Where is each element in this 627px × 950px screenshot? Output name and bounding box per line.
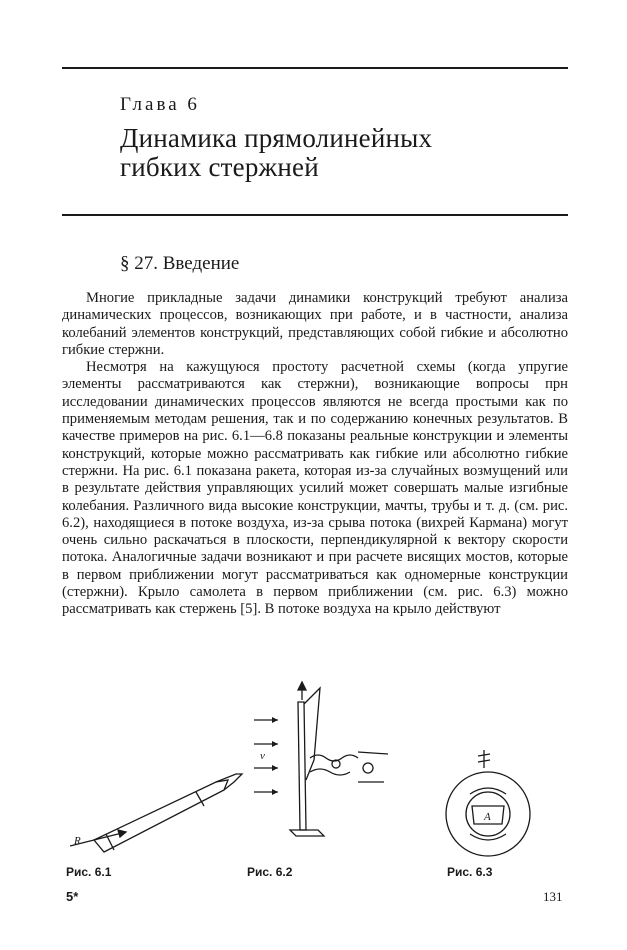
section-heading: § 27. Введение	[120, 253, 240, 274]
flow-line	[358, 752, 388, 754]
vertical-axis-arrowhead	[298, 682, 306, 690]
thrust-vector-arrowhead	[118, 830, 126, 837]
wing-figure	[436, 750, 546, 865]
velocity-label: v	[260, 750, 265, 762]
body-text	[62, 290, 568, 619]
chapter-title-line-2: гибких стержней	[120, 152, 319, 182]
chapter-rule	[62, 214, 568, 216]
mast-deflection	[304, 688, 320, 780]
chapter-label: Глава 6	[120, 94, 200, 115]
rocket-figure	[66, 760, 256, 860]
vortex	[363, 763, 373, 773]
thrust-vector-label: R	[74, 835, 81, 847]
figure-caption-6-2: Рис. 6.2	[247, 865, 293, 879]
flow-arrowhead	[272, 741, 278, 747]
rotation-arrow	[470, 834, 506, 840]
mast-body	[298, 702, 306, 830]
flow-arrowhead	[272, 789, 278, 795]
figure-caption-6-3: Рис. 6.3	[447, 865, 493, 879]
page-number: 131	[543, 889, 563, 904]
figure-caption-6-1: Рис. 6.1	[66, 865, 112, 879]
chapter-title-line-1: Динамика прямолинейных	[120, 123, 433, 153]
rotation-arrow	[470, 788, 506, 794]
top-rule	[62, 67, 568, 69]
mast-base	[290, 830, 324, 836]
vortex-trail	[310, 769, 350, 775]
chapter-title	[120, 124, 540, 182]
flow-arrowhead	[272, 717, 278, 723]
flow-arrowhead	[272, 765, 278, 771]
paragraph-1: Многие прикладные задачи динамики конструкций требуют анализа динамических процессов, возникающих при работе, и в частности, анализа колебаний элементов конструкций, представляющих собой гибкие и абсолютно гибкие стержни.	[62, 290, 568, 358]
mast-figure	[248, 680, 408, 860]
signature-mark: 5*	[66, 889, 79, 904]
center-label: A	[484, 811, 491, 823]
rocket-body	[94, 780, 228, 852]
paragraph-2: Несмотря на кажущуюся простоту расчетной схемы (когда упругие элементы рассматриваются как стержни), возникающие вопросы прн исследовании динамических процессов являются не всегда простыми как по применяемым методам решения, так и по содержанию конечных результатов. В качестве примеров на рис. 6.1—6.8 показаны реальные конструкции и элементы конструкций, которые можно рассматривать как гибкие или абсолютно гибкие стержни. На рис. 6.1 показана ракета, которая из-за случайных возмущений или в результате действия управляющих усилий может совершать малые изгибные колебания. Различного вида высокие конструкции, мачты, трубы и т. д. (см. рис. 6.2), находящиеся в потоке воздуха, из-за срыва потока (вихрей Кармана) могут очень сильно раскачаться в плоскости, перпендикулярной к вектору скорости потока. Аналогичные задачи возникают и при расчете висящих мостов, которые в первом приближении могут рассматриваться как одномерные конструкции (стержни). Крыло самолета в первом приближении (см. рис. 6.3) можно рассматривать как стержень [5]. В потоке воздуха на крыло действуют	[62, 359, 568, 618]
